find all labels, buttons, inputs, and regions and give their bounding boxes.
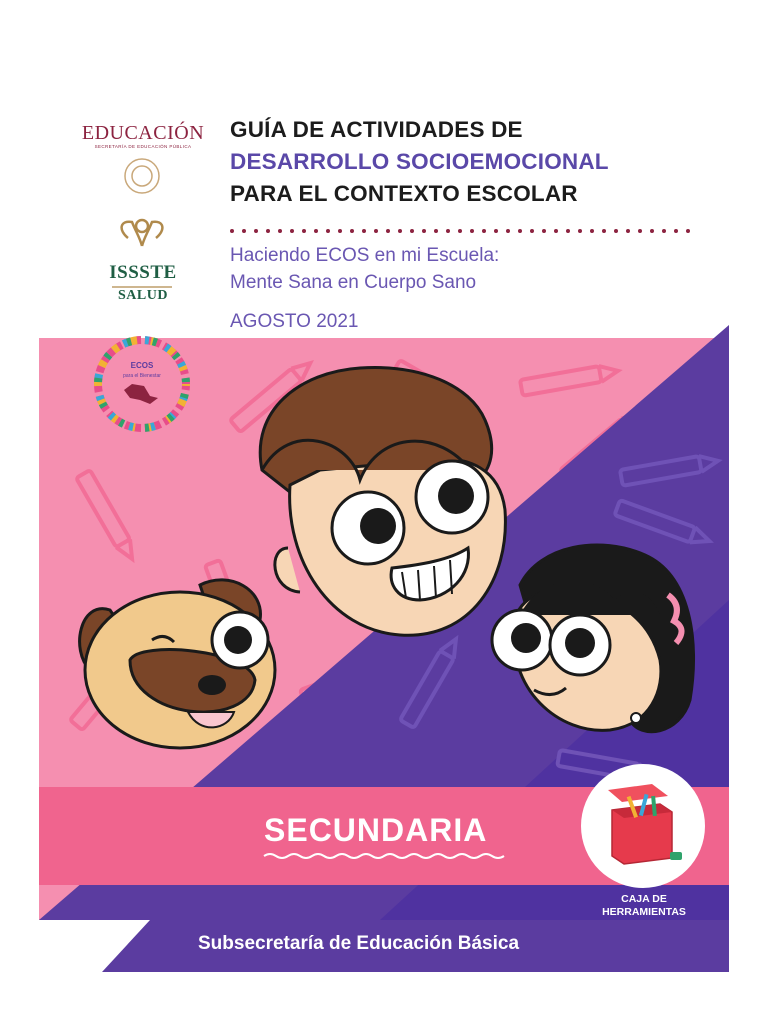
ecos-subtitle: para el Bienestar <box>123 373 161 379</box>
toolbox-label <box>575 893 713 919</box>
footer-text: Subsecretaría de Educación Básica <box>198 933 520 954</box>
ecos-title: ECOS <box>130 361 154 370</box>
pug-nose <box>198 675 226 695</box>
educacion-logo-title: EDUCACIÓN <box>81 122 205 144</box>
subtitle-line-1: Haciendo ECOS en mi Escuela: <box>230 245 500 266</box>
toolbox-label-line-2: HERRAMIENTAS <box>602 906 686 918</box>
dotted-divider <box>230 229 690 233</box>
title-line-3: PARA EL CONTEXTO ESCOLAR <box>230 181 578 206</box>
issste-logo-title: ISSSTE <box>109 262 177 283</box>
level-label: SECUNDARIA <box>264 812 488 848</box>
toolbox-label-line-1: CAJA DE <box>621 893 667 905</box>
title-line-1: GUÍA DE ACTIVIDADES DE <box>230 117 523 142</box>
mexico-seal-icon <box>125 159 159 193</box>
educacion-logo-subtitle: SECRETARÍA DE EDUCACIÓN PÚBLICA <box>94 144 192 149</box>
issste-emblem-icon <box>122 220 163 246</box>
salud-logo-label: SALUD <box>118 288 168 303</box>
subtitle-line-2: Mente Sana en Cuerpo Sano <box>230 272 477 293</box>
publication-date: AGOSTO 2021 <box>230 311 359 332</box>
title-line-2: DESARROLLO SOCIOEMOCIONAL <box>230 149 609 174</box>
